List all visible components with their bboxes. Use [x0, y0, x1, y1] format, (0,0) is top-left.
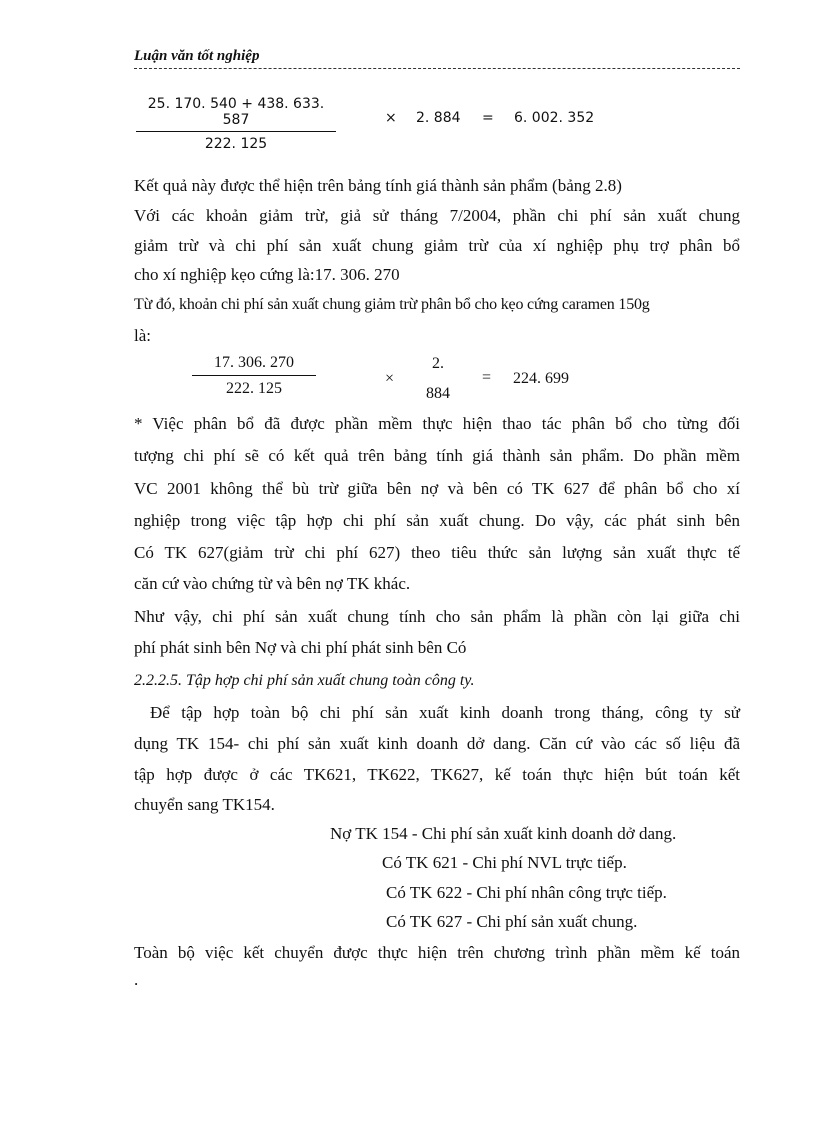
paragraph2-line: * Việc phân bổ đã được phần mềm thực hiện thao tác phân bổ cho từng đối [134, 414, 740, 433]
formula1-result: 6. 002. 352 [514, 110, 595, 126]
formula2-times: × [385, 370, 395, 387]
paragraph1-line: Từ đó, khoản chi phí sản xuất chung giảm trừ phân bổ cho kẹo cứng caramen 150g [134, 296, 650, 313]
journal-debit: Nợ TK 154 - Chi phí sản xuất kinh doanh dở dang. [330, 824, 677, 843]
formula2-fraction [192, 354, 316, 398]
formula1-factor: 2. 884 [416, 110, 461, 126]
formula2-result: 224. 699 [513, 370, 569, 387]
paragraph2-line: phí phát sinh bên Nợ và chi phí phát sinh bên Có [134, 638, 467, 657]
paragraph1-line: Với các khoản giảm trừ, giả sử tháng 7/2004, phần chi phí sản xuất chung [134, 206, 740, 225]
paragraph2-line: tượng chi phí sẽ có kết quả trên bảng tính giá thành sản phẩm. Do phần mềm [134, 446, 740, 465]
paragraph2-line: căn cứ vào chứng từ và bên nợ TK khác. [134, 574, 411, 593]
paragraph3-line: Để tập hợp toàn bộ chi phí sản xuất kinh doanh trong tháng, công ty sử [150, 703, 740, 722]
journal-credit: Có TK 621 - Chi phí NVL trực tiếp. [382, 853, 627, 872]
paragraph2-line: Như vậy, chi phí sản xuất chung tính cho sản phẩm là phần còn lại giữa chi [134, 607, 740, 626]
formula1-denominator: 222. 125 [204, 136, 268, 152]
formula1-equals: = [482, 110, 494, 126]
paragraph3-line: tập hợp được ở các TK621, TK622, TK627, kế toán thực hiện bút toán kết [134, 765, 740, 784]
formula1-times: × [385, 110, 397, 126]
paragraph2-line: nghiệp trong việc tập hợp chi phí sản xuất chung. Do vậy, các phát sinh bên [134, 511, 740, 530]
journal-credit: Có TK 622 - Chi phí nhân công trực tiếp. [386, 883, 667, 902]
paragraph1-line: giảm trừ và chi phí sản xuất chung giảm trừ của xí nghiệp phụ trợ phân bổ [134, 236, 740, 255]
paragraph1-line: là: [134, 326, 151, 345]
paragraph2-line: Có TK 627(giảm trừ chi phí 627) theo tiêu thức sản lượng sản xuất thực tế [134, 543, 740, 562]
formula2-factor-top: 2. [432, 355, 444, 372]
paragraph1-line: cho xí nghiệp kẹo cứng là:17. 306. 270 [134, 265, 400, 284]
formula1-fraction [136, 96, 336, 152]
paragraph1-line: Kết quả này được thể hiện trên bảng tính giá thành sản phẩm (bảng 2.8) [134, 176, 622, 195]
formula2-factor-bottom: 884 [426, 385, 450, 402]
header-divider [134, 68, 740, 69]
closing-line: Toàn bộ việc kết chuyển được thực hiện trên chương trình phần mềm kế toán [134, 943, 740, 962]
closing-line: . [134, 970, 139, 989]
formula1-numerator: 25. 170. 540 + 438. 633. 587 [147, 96, 325, 128]
paragraph3-line: chuyển sang TK154. [134, 795, 275, 814]
paragraph2-line: VC 2001 không thể bù trừ giữa bên nợ và bên có TK 627 để phân bổ cho xí [134, 479, 740, 498]
journal-credit: Có TK 627 - Chi phí sản xuất chung. [386, 912, 638, 931]
section-heading: 2.2.2.5. Tập hợp chi phí sản xuất chung toàn công ty. [134, 672, 475, 689]
formula2-denominator: 222. 125 [226, 380, 282, 397]
formula2-equals: = [482, 369, 492, 386]
paragraph3-line: dụng TK 154- chi phí sản xuất kinh doanh dở dang. Căn cứ vào các số liệu đã [134, 734, 740, 753]
page-header-title: Luận văn tốt nghiệp [134, 48, 260, 64]
formula2-numerator: 17. 306. 270 [214, 354, 294, 371]
